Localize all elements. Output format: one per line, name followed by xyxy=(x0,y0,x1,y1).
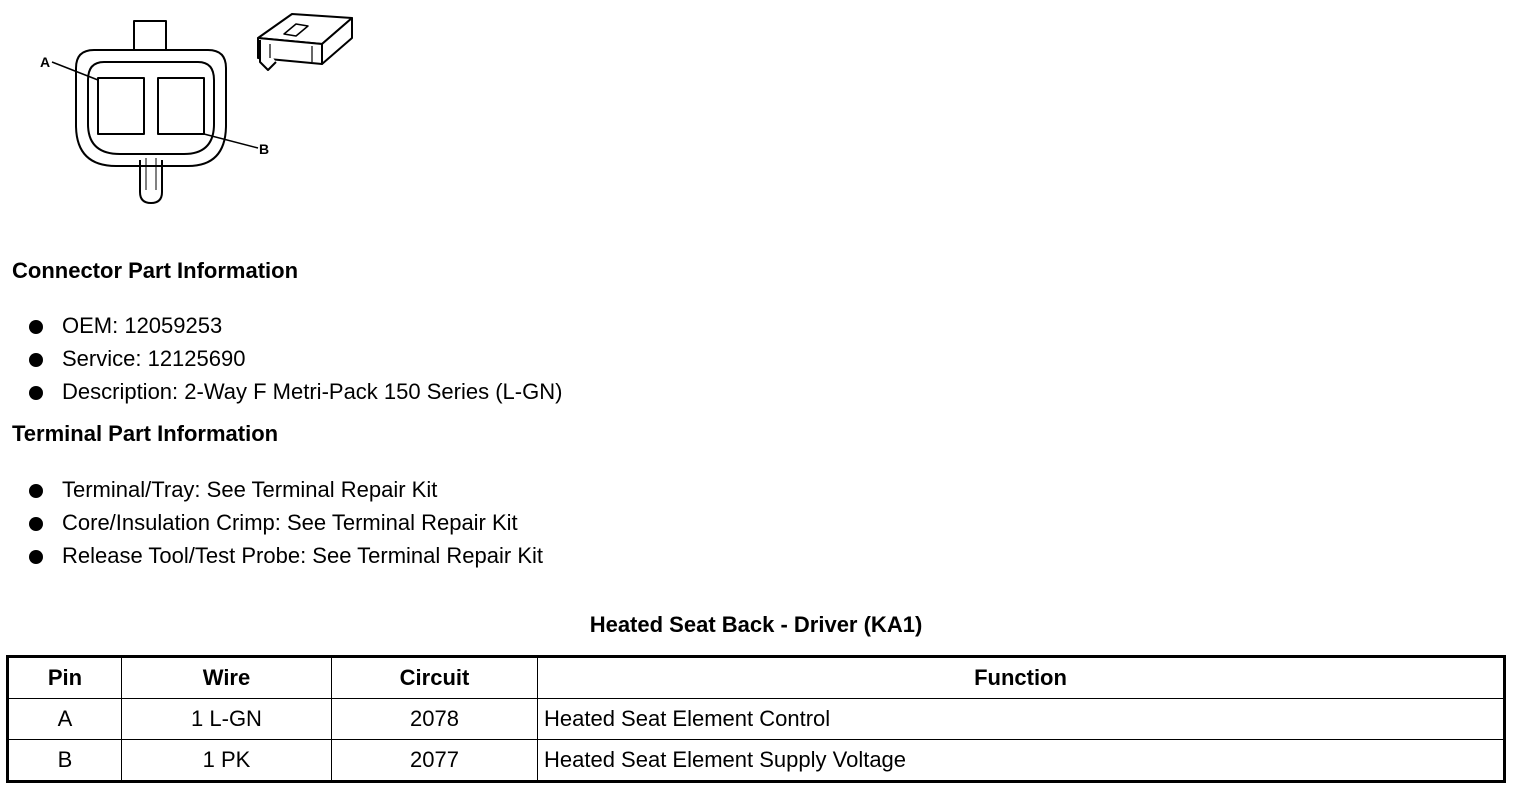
list-item xyxy=(0,313,562,346)
header-circuit: Circuit xyxy=(332,657,538,699)
list-item xyxy=(0,379,562,412)
bullet-icon xyxy=(29,550,43,564)
cell-circuit: 2078 xyxy=(332,699,538,740)
list-item-text: Description: 2-Way F Metri-Pack 150 Series (L-GN) xyxy=(62,379,563,404)
connector-diagram xyxy=(0,0,400,220)
bullet-icon xyxy=(29,386,43,400)
header-wire: Wire xyxy=(122,657,332,699)
connector-info-list xyxy=(0,313,562,412)
diagram-label-a: A xyxy=(40,54,51,70)
list-item-text: Service: 12125690 xyxy=(62,346,246,371)
list-item-text: Core/Insulation Crimp: See Terminal Repair Kit xyxy=(62,510,518,535)
pinout-table xyxy=(6,655,1506,783)
list-item-text: Release Tool/Test Probe: See Terminal Repair Kit xyxy=(62,543,543,568)
list-item xyxy=(0,543,543,576)
cell-function: Heated Seat Element Control xyxy=(538,699,1505,740)
bullet-icon xyxy=(29,353,43,367)
cell-wire: 1 L-GN xyxy=(122,699,332,740)
list-item-text: Terminal/Tray: See Terminal Repair Kit xyxy=(62,477,438,502)
header-function: Function xyxy=(538,657,1505,699)
table-row xyxy=(8,740,1505,782)
bullet-icon xyxy=(29,484,43,498)
cell-pin: B xyxy=(8,740,122,782)
cell-wire: 1 PK xyxy=(122,740,332,782)
list-item xyxy=(0,510,543,543)
cell-circuit: 2077 xyxy=(332,740,538,782)
table-title: Heated Seat Back - Driver (KA1) xyxy=(589,612,923,637)
header-pin: Pin xyxy=(8,657,122,699)
bullet-icon xyxy=(29,320,43,334)
list-item-text: OEM: 12059253 xyxy=(62,313,223,338)
cell-function: Heated Seat Element Supply Voltage xyxy=(538,740,1505,782)
cell-pin: A xyxy=(8,699,122,740)
list-item xyxy=(0,346,562,379)
terminal-info-list xyxy=(0,477,543,576)
diagram-label-b: B xyxy=(259,141,270,157)
bullet-icon xyxy=(29,517,43,531)
terminal-info-heading: Terminal Part Information xyxy=(12,421,279,446)
table-row xyxy=(8,699,1505,740)
connector-info-heading: Connector Part Information xyxy=(12,258,299,283)
table-header-row xyxy=(8,657,1505,699)
list-item xyxy=(0,477,543,510)
